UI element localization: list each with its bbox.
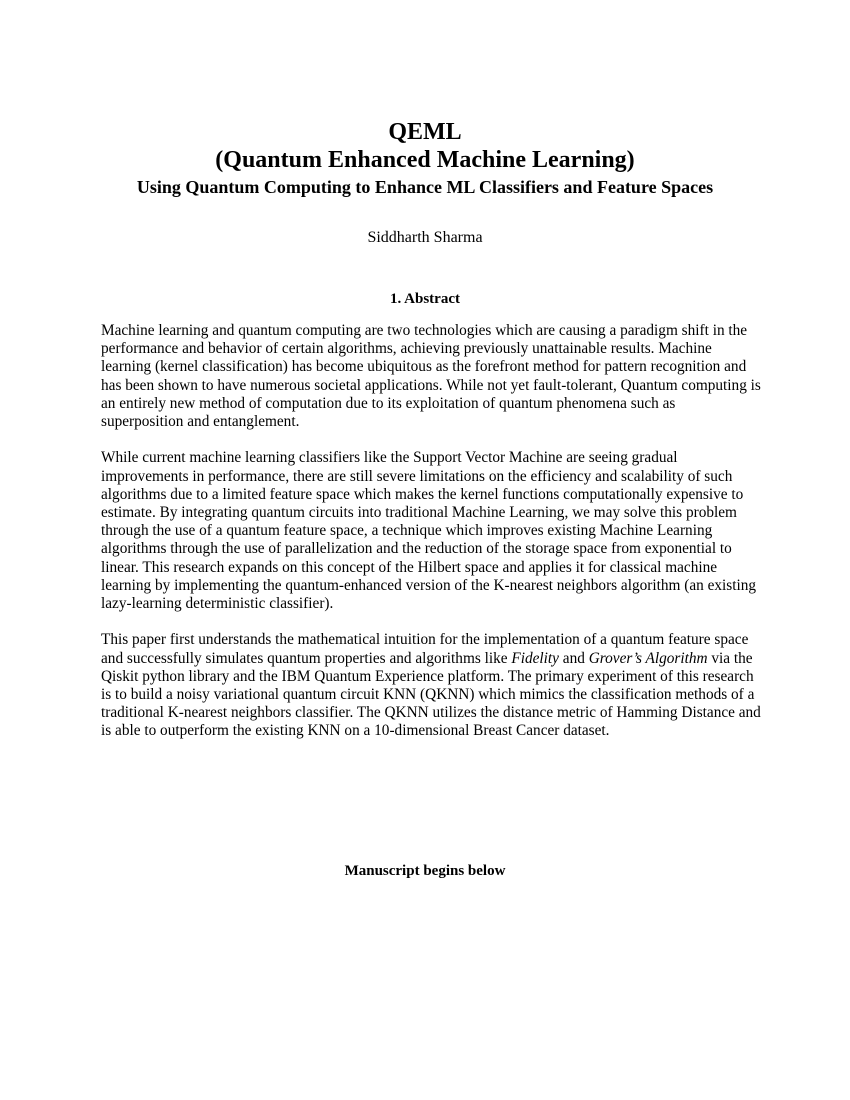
paper-title: QEML <box>388 119 462 145</box>
abstract-paragraph-2: While current machine learning classifiers like the Support Vector Machine are seeing gradual improvements in performance, there are still severe limitations on the efficiency and scalability of such algorithms due to a limited feature space which makes the kernel functions computationally expensive to estimate. By integrating quantum circuits into traditional Machine Learning, we may solve this problem through the use of a quantum feature space, a technique which improves existing Machine Learning algorithms through the use of parallelization and the reduction of the storage space from exponential to linear. This research expands on this concept of the Hilbert space and applies it for classical machine learning by implementing the quantum-enhanced version of the K-nearest neighbors algorithm (an existing lazy-learning deterministic classifier). <box>101 449 757 613</box>
abstract-paragraph-3 <box>101 631 761 740</box>
author-name: Siddharth Sharma <box>367 229 483 246</box>
abstract-p3-text-3: via the Qiskit python library and the IBM Quantum Experience platform. The primary experiment of this research is to build a noisy variational quantum circuit KNN (QKNN) which mimics the classification methods of a traditional K-nearest neighbors classifier. The QKNN utilizes the distance metric of Hamming Distance and is able to outperform the existing KNN on a 10-dimensional Breast Cancer dataset. <box>101 649 761 740</box>
title-block <box>0 118 850 199</box>
manuscript-note: Manuscript begins below <box>344 863 506 879</box>
paper-subtitle: (Quantum Enhanced Machine Learning) <box>215 147 635 173</box>
abstract-body <box>101 322 761 759</box>
abstract-p3-text-1: This paper first understands the mathematical intuition for the implementation of a quantum feature space and successfully simulates quantum properties and algorithms like <box>101 631 749 667</box>
abstract-p3-italic-fidelity: Fidelity <box>511 649 559 667</box>
abstract-p3-italic-grover: Grover’s Algorithm <box>588 649 708 667</box>
paper-tagline: Using Quantum Computing to Enhance ML Classifiers and Feature Spaces <box>136 177 714 197</box>
abstract-heading: 1. Abstract <box>390 291 460 307</box>
abstract-paragraph-1: Machine learning and quantum computing are two technologies which are causing a paradigm shift in the performance and behavior of certain algorithms, achieving previously unattainable results. Machine learning (kernel classification) has become ubiquitous as the forefront method for pattern recognition and has been shown to have numerous societal applications. While not yet fault-tolerant, Quantum computing is an entirely new method of computation due to its exploitation of quantum phenomena such as superposition and entanglement. <box>101 322 761 431</box>
abstract-p3-text-2: and <box>558 649 589 667</box>
